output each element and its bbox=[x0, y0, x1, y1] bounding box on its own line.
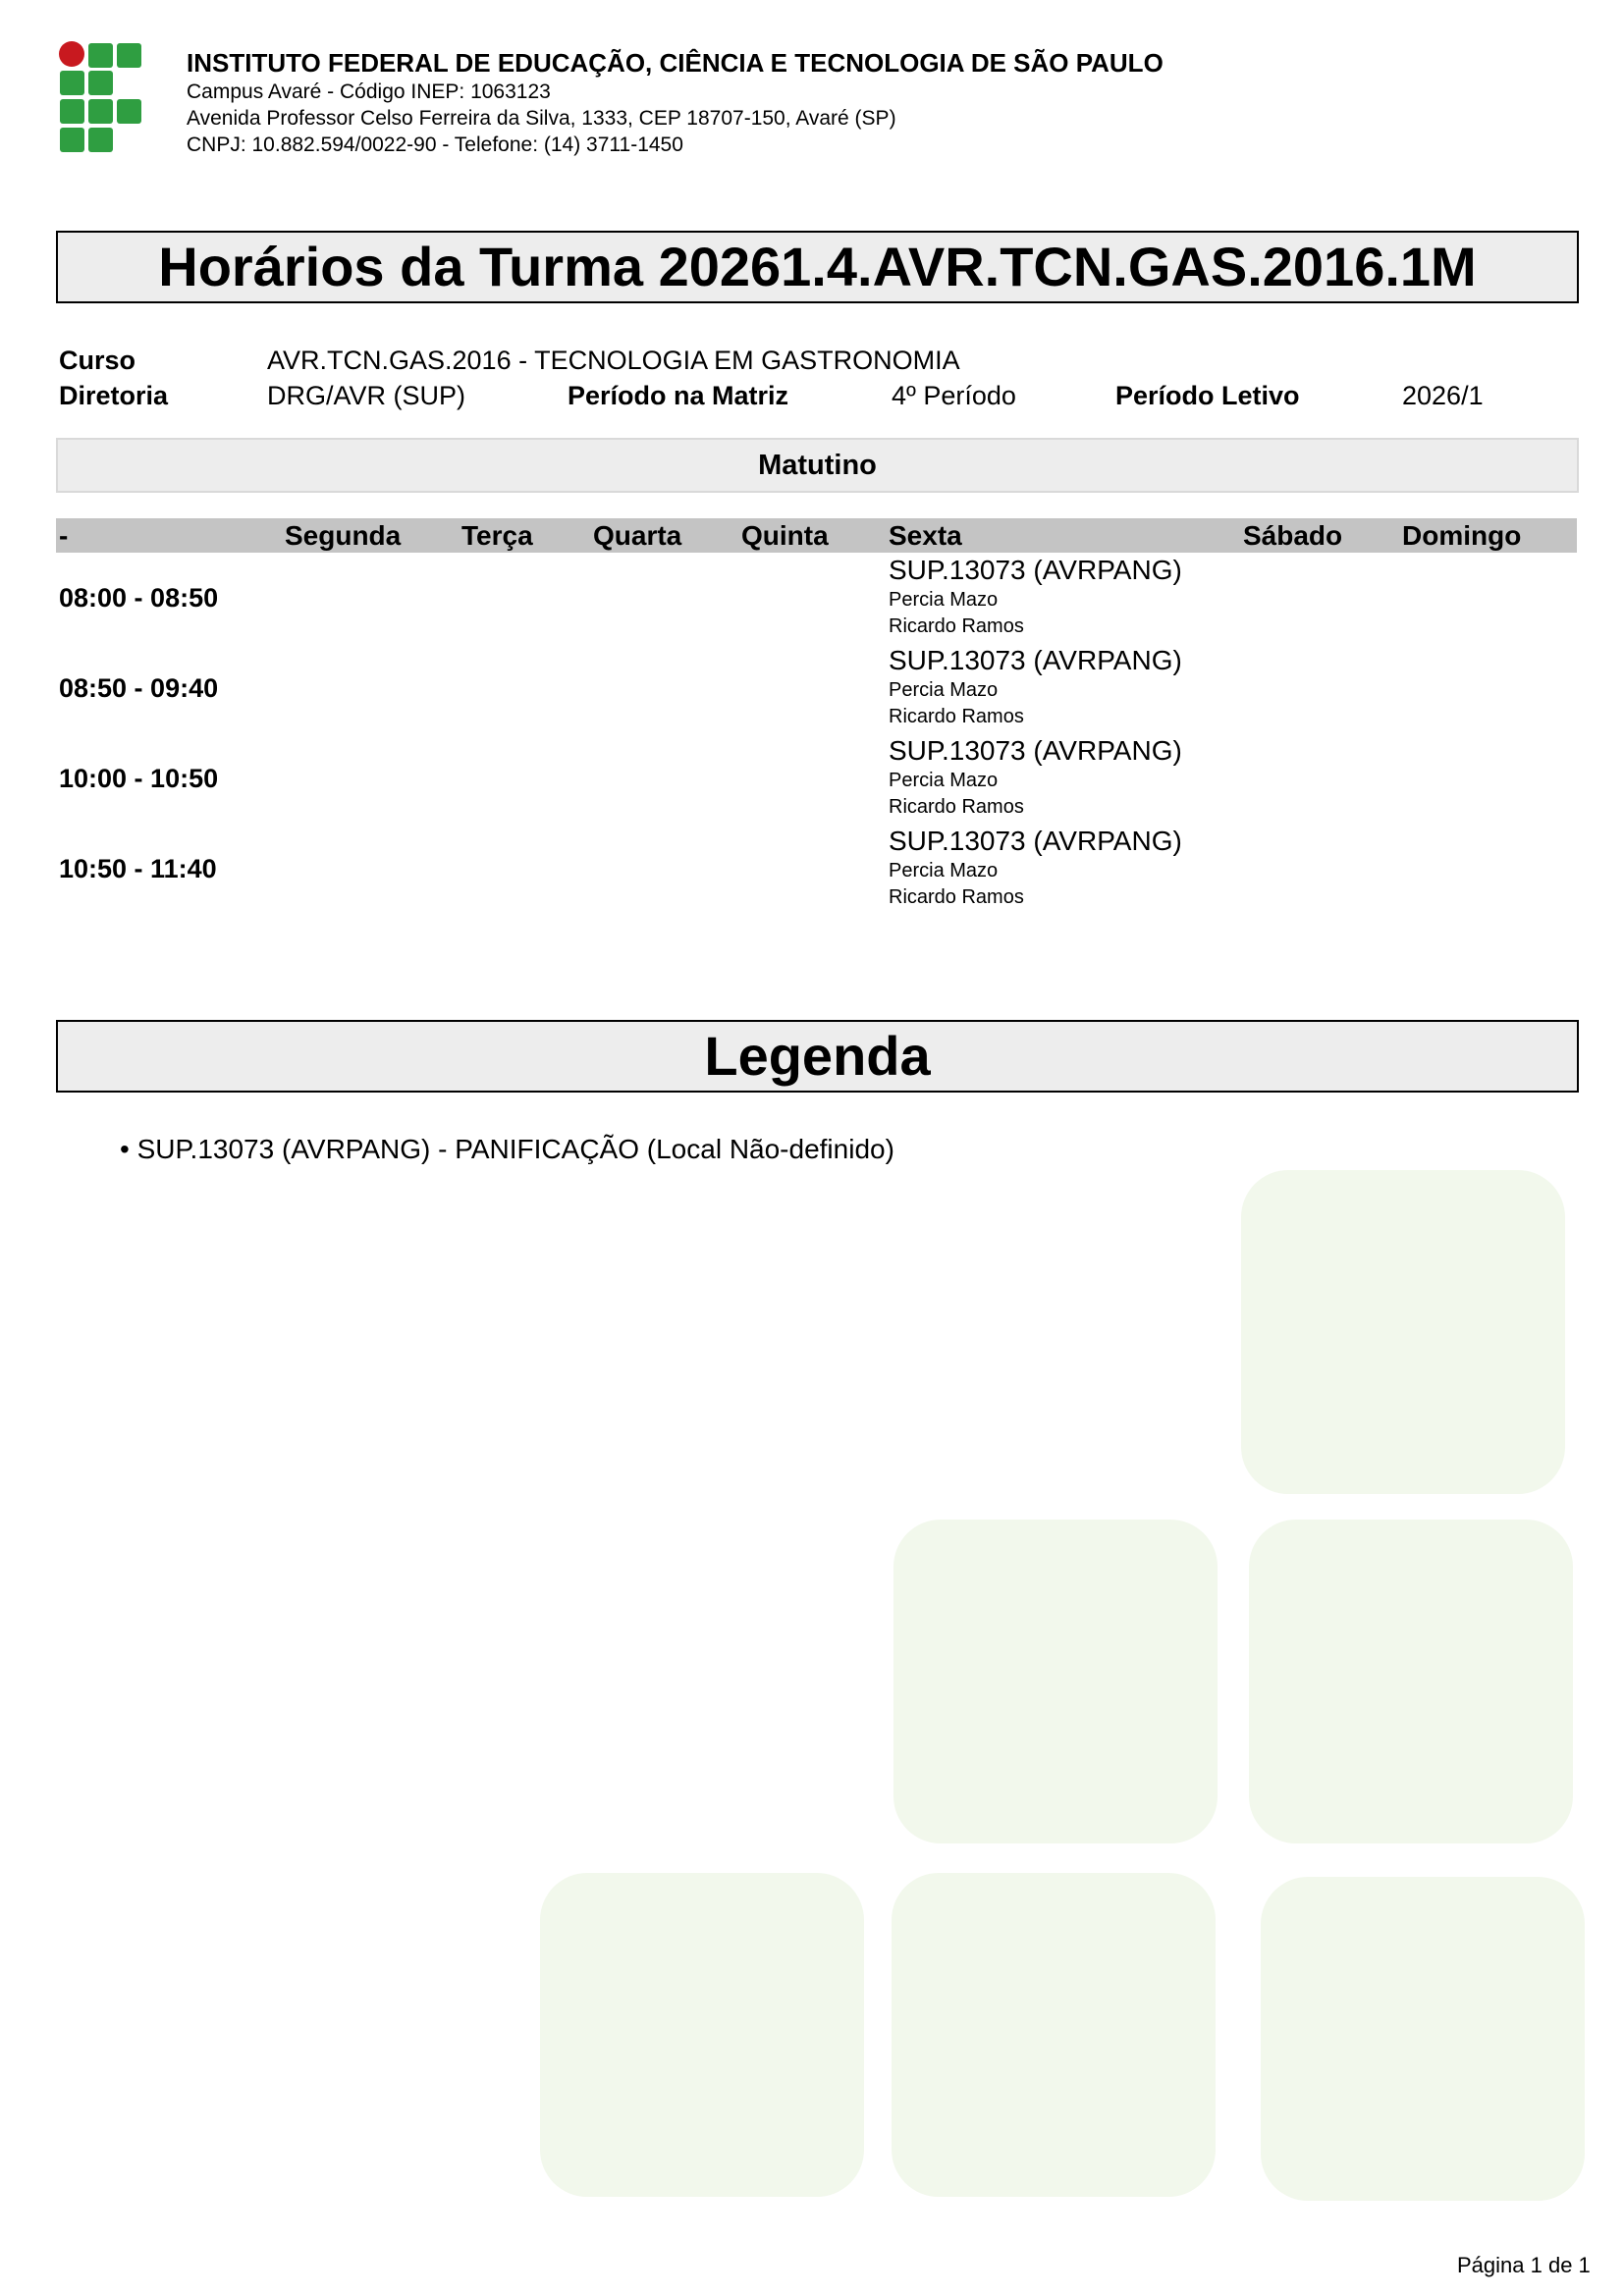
page-number: Página 1 de 1 bbox=[1457, 2253, 1591, 2277]
legend-title: Legenda bbox=[56, 1020, 1579, 1093]
column-header-terca: Terça bbox=[461, 520, 533, 551]
curso-value: AVR.TCN.GAS.2016 - TECNOLOGIA EM GASTRONOMIA bbox=[267, 346, 960, 375]
address-line: Avenida Professor Celso Ferreira da Silva, 1333, CEP 18707-150, Avaré (SP) bbox=[187, 107, 896, 130]
institution-header bbox=[187, 47, 1164, 158]
logo-circle bbox=[59, 41, 84, 67]
time-slot: 08:00 - 08:50 bbox=[59, 583, 219, 613]
institution-logo bbox=[59, 41, 143, 153]
contact-line: CNPJ: 10.882.594/0022-90 - Telefone: (14) 3711-1450 bbox=[187, 133, 683, 156]
institution-name: INSTITUTO FEDERAL DE EDUCAÇÃO, CIÊNCIA E TECNOLOGIA DE SÃO PAULO bbox=[187, 48, 1164, 78]
teacher-name: Ricardo Ramos bbox=[889, 615, 1024, 637]
legend-item: • SUP.13073 (AVRPANG) - PANIFICAÇÃO (Local Não-definido) bbox=[120, 1134, 894, 1164]
column-header-quinta: Quinta bbox=[741, 520, 829, 551]
class-cell bbox=[889, 825, 1182, 911]
column-header-sabado: Sábado bbox=[1243, 520, 1343, 551]
watermark-block bbox=[540, 1873, 864, 2197]
watermark-block bbox=[1241, 1170, 1565, 1494]
class-cell bbox=[889, 644, 1182, 730]
watermark-block bbox=[893, 1520, 1218, 1843]
periodo-matriz-value: 4º Período bbox=[892, 381, 1016, 410]
teacher-name: Percia Mazo bbox=[889, 679, 999, 701]
class-cell bbox=[889, 554, 1182, 640]
class-code: SUP.13073 (AVRPANG) bbox=[889, 555, 1182, 585]
class-code: SUP.13073 (AVRPANG) bbox=[889, 645, 1182, 675]
class-code: SUP.13073 (AVRPANG) bbox=[889, 735, 1182, 766]
column-header-domingo: Domingo bbox=[1402, 520, 1522, 551]
time-slot: 10:50 - 11:40 bbox=[59, 854, 217, 883]
teacher-name: Ricardo Ramos bbox=[889, 706, 1024, 727]
teacher-name: Percia Mazo bbox=[889, 860, 999, 881]
periodo-matriz-label: Período na Matriz bbox=[568, 381, 789, 410]
teacher-name: Percia Mazo bbox=[889, 589, 999, 611]
column-header-segunda: Segunda bbox=[285, 520, 402, 551]
class-code: SUP.13073 (AVRPANG) bbox=[889, 826, 1182, 856]
column-header-quarta: Quarta bbox=[593, 520, 682, 551]
watermark-block bbox=[1261, 1877, 1585, 2201]
shift-header: Matutino bbox=[56, 438, 1579, 493]
teacher-name: Percia Mazo bbox=[889, 770, 999, 791]
column-header-sexta: Sexta bbox=[889, 520, 962, 551]
diretoria-value: DRG/AVR (SUP) bbox=[267, 381, 466, 410]
time-slot: 10:00 - 10:50 bbox=[59, 764, 219, 793]
page-title: Horários da Turma 20261.4.AVR.TCN.GAS.2016.1M bbox=[56, 231, 1579, 303]
diretoria-label: Diretoria bbox=[59, 381, 169, 410]
teacher-name: Ricardo Ramos bbox=[889, 886, 1024, 908]
time-slot: 08:50 - 09:40 bbox=[59, 673, 219, 703]
campus-line: Campus Avaré - Código INEP: 1063123 bbox=[187, 80, 551, 103]
curso-label: Curso bbox=[59, 346, 136, 375]
watermark-block bbox=[892, 1873, 1216, 2197]
class-cell bbox=[889, 734, 1182, 821]
watermark-block bbox=[1249, 1520, 1573, 1843]
periodo-letivo-value: 2026/1 bbox=[1402, 381, 1484, 410]
column-header: - bbox=[59, 520, 69, 551]
teacher-name: Ricardo Ramos bbox=[889, 796, 1024, 818]
periodo-letivo-label: Período Letivo bbox=[1115, 381, 1300, 410]
